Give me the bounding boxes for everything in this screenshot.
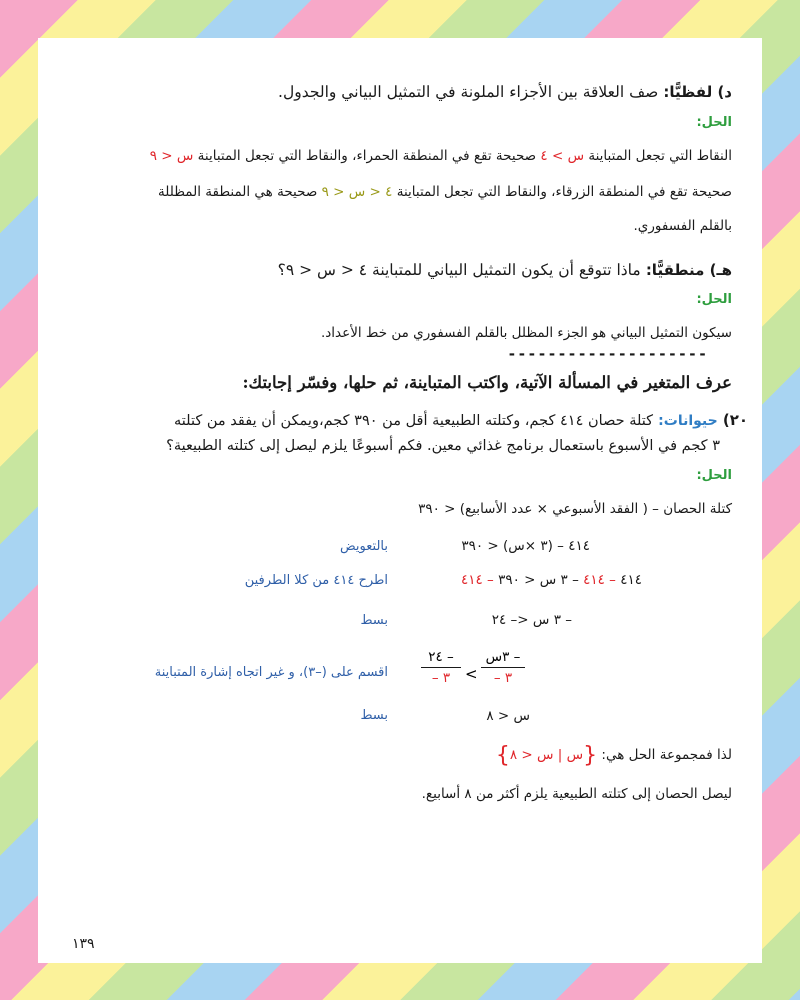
step-1-equation: ٤١٤ – (٣ ×س) < ٣٩٠	[461, 538, 590, 554]
right-brace: }	[495, 743, 510, 768]
step-4-note: اقسم على (–٣)، و غير اتجاه إشارة المتباينة	[154, 665, 388, 680]
part-h-solution-label: الحل:	[696, 292, 732, 307]
part-d-answer-line-2	[158, 184, 732, 200]
problem-text: كتلة حصان ٤١٤ كجم، وكتلته الطبيعية أقل من ٣٩٠ كجم،ويمكن أن يفقد من كتلته	[174, 413, 654, 429]
step-5-note: بسط	[360, 708, 388, 723]
solution-set-value: س | س < ٨	[509, 747, 584, 763]
part-d-label: د) لفظيًّا:	[663, 83, 732, 101]
part-d-question-text: صف العلاقة بين الأجزاء الملونة في التمثيل البياني والجدول.	[278, 83, 659, 101]
section-title: عرف المتغير في المسألة الآتية، واكتب المتباينة، ثم حلها، وفسّر إجابتك:	[242, 373, 732, 392]
problem-20-line-1	[174, 410, 748, 429]
part-h-question-text: ماذا تتوقع أن يكون التمثيل البياني للمتباينة ٤ < س < ٩؟	[277, 261, 641, 279]
step-3-note: بسط	[360, 613, 388, 628]
solution-set-label: لذا فمجموعة الحل هي:	[601, 747, 732, 763]
problem-number: ٢٠)	[722, 411, 748, 429]
part-h-answer: سيكون التمثيل البياني هو الجزء المظلل بالقلم الفسفوري من خط الأعداد.	[321, 325, 732, 341]
subtracted-term: – ٤١٤	[583, 572, 616, 588]
answer-text: صحيحة تقع في المنطقة الحمراء، والنقاط التي تجعل المتباينة	[197, 148, 537, 164]
inequality-red: س < ٩	[149, 148, 194, 164]
term: ٤١٤	[620, 572, 642, 588]
subtracted-term: – ٤١٤	[460, 572, 494, 588]
numerator: – ٢٤	[428, 649, 454, 665]
part-d-answer-line-3: بالقلم الفسفوري.	[633, 218, 732, 234]
step-4-inequality-sign: <	[465, 665, 478, 683]
denominator: ٣ –	[493, 670, 513, 686]
step-4-right-fraction	[421, 649, 461, 686]
answer-text: صحيحة هي المنطقة المظللة	[158, 184, 318, 200]
part-h-label: هـ) منطقيًّا:	[645, 261, 732, 279]
problem-category: حيوانات:	[658, 413, 718, 429]
numerator: – ٣س	[485, 649, 521, 665]
part-d-question	[278, 82, 732, 101]
problem-20-solution-label: الحل:	[696, 468, 732, 483]
page-number: ١٣٩	[72, 936, 95, 952]
left-brace: {	[583, 743, 598, 768]
problem-20-setup: كتلة الحصان – ( الفقد الأسبوعي × عدد الأسابيع) < ٣٩٠	[418, 501, 732, 517]
part-d-answer-line-1	[150, 148, 732, 164]
textbook-page	[38, 38, 762, 963]
step-4-left-fraction	[481, 649, 525, 686]
conclusion: ليصل الحصان إلى كتلته الطبيعية يلزم أكثر من ٨ أسابيع.	[421, 786, 732, 802]
step-2-note: اطرح ٤١٤ من كلا الطرفين	[244, 573, 388, 588]
inequality-highlight: ٤ < س < ٩	[321, 184, 393, 200]
solution-set	[496, 743, 732, 768]
step-1-note: بالتعويض	[340, 539, 388, 554]
dashed-divider: --------------------	[507, 345, 708, 363]
problem-20-line-2: ٣ كجم في الأسبوع باستعمال برنامج غذائي معين. فكم أسبوعًا يلزم ليصل إلى كتلته الطبيعية؟	[166, 438, 720, 454]
step-3-equation: – ٣ س <– ٢٤	[491, 612, 572, 628]
step-2-equation	[461, 572, 642, 588]
term: – ٣ س < ٣٩٠	[498, 572, 579, 588]
part-h-question	[278, 260, 732, 279]
inequality-red: س > ٤	[540, 148, 585, 164]
denominator: ٣ –	[431, 670, 451, 686]
part-d-solution-label: الحل:	[696, 115, 732, 130]
answer-text: صحيحة تقع في المنطقة الزرقاء، والنقاط التي تجعل المتباينة	[396, 184, 732, 200]
answer-text: النقاط التي تجعل المتباينة	[588, 148, 732, 164]
step-5-equation: س < ٨	[486, 708, 530, 724]
